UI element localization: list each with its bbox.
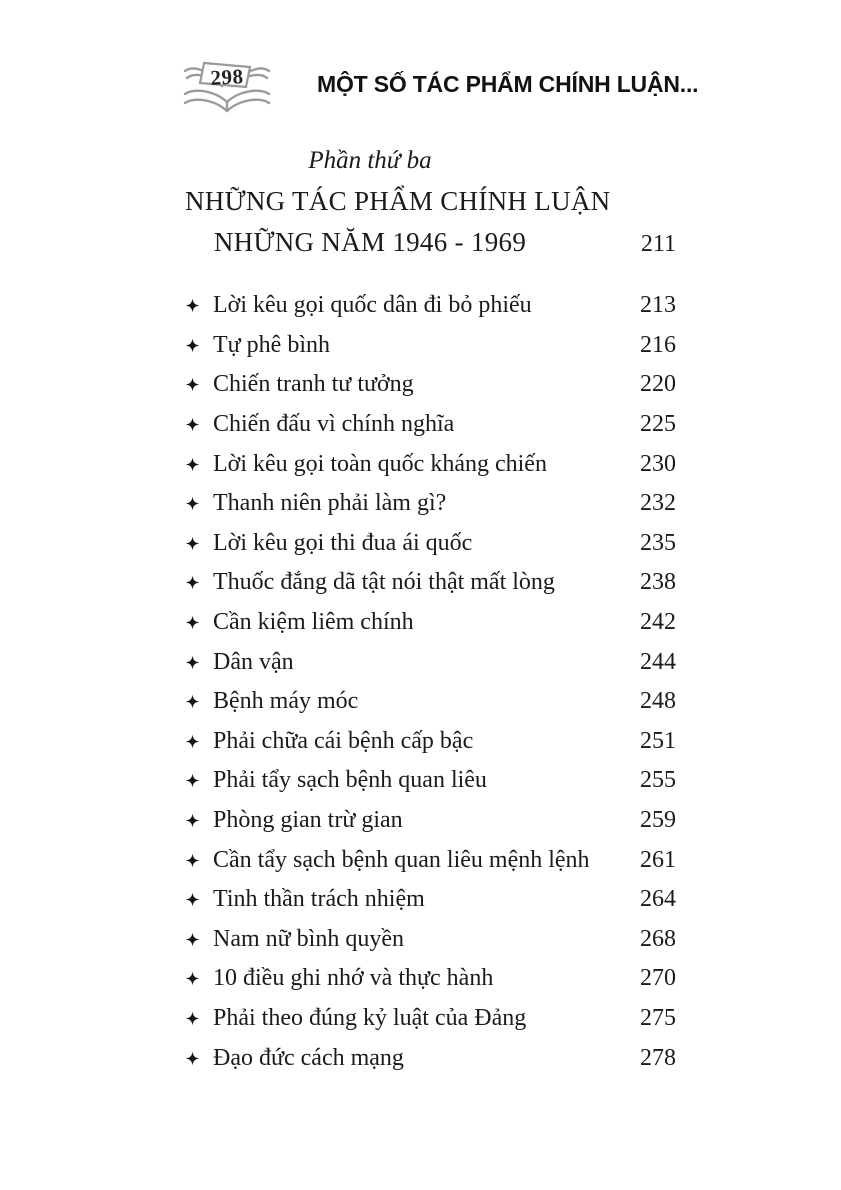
- toc-row: [185, 405, 676, 445]
- star-bullet-icon: [185, 932, 200, 947]
- star-bullet-icon: [185, 655, 200, 670]
- toc-entry-page: 238: [640, 569, 676, 596]
- toc-entry-title: Phải theo đúng kỷ luật của Đảng: [213, 1004, 527, 1031]
- star-bullet-icon: [185, 971, 200, 986]
- toc-entry-title: Nam nữ bình quyền: [213, 925, 404, 952]
- running-title: MỘT SỐ TÁC PHẨM CHÍNH LUẬN...: [317, 71, 699, 97]
- toc-row: [185, 286, 676, 326]
- toc-entry-title: Tự phê bình: [213, 331, 330, 358]
- star-bullet-icon: [185, 853, 200, 868]
- toc-row: [185, 999, 676, 1039]
- toc-entry-title: Phòng gian trừ gian: [213, 807, 403, 834]
- toc-entry-title: 10 điều ghi nhớ và thực hành: [213, 965, 494, 992]
- toc-row: [185, 484, 676, 524]
- star-bullet-icon: [185, 1011, 200, 1026]
- toc-entry-title: Bệnh máy móc: [213, 688, 359, 715]
- toc-entry-title: Phải tẩy sạch bệnh quan liêu: [213, 767, 487, 794]
- toc-row: [185, 642, 676, 682]
- toc-entry-page: 232: [640, 490, 676, 517]
- toc-entry-page: 275: [640, 1004, 676, 1031]
- star-bullet-icon: [185, 615, 200, 630]
- toc-entry-page: 264: [640, 886, 676, 913]
- toc-row: [185, 880, 676, 920]
- section-title-line2: NHỮNG NĂM 1946 - 1969: [213, 227, 527, 257]
- toc-entry-page: 261: [640, 846, 676, 873]
- toc-entry-title: Thanh niên phải làm gì?: [213, 490, 447, 517]
- star-bullet-icon: [185, 377, 200, 392]
- star-bullet-icon: [185, 338, 200, 353]
- toc-entry-title: Chiến tranh tư tưởng: [213, 371, 414, 398]
- open-book-logo: [181, 58, 273, 120]
- toc-entry-page: 242: [640, 609, 676, 636]
- star-bullet-icon: [185, 694, 200, 709]
- toc-row: [185, 524, 676, 564]
- header-page-number: 298: [209, 64, 245, 90]
- toc-entry-page: 230: [640, 450, 676, 477]
- toc-entry-title: Tinh thần trách nhiệm: [213, 886, 425, 913]
- page-header: [181, 58, 698, 120]
- toc-entry-page: 216: [640, 331, 676, 358]
- star-bullet-icon: [185, 813, 200, 828]
- toc-entry-page: 248: [640, 688, 676, 715]
- section-page-number: 211: [640, 231, 676, 257]
- star-bullet-icon: [185, 536, 200, 551]
- section-title-line1: NHỮNG TÁC PHẨM CHÍNH LUẬN: [185, 186, 611, 216]
- toc-row: [185, 603, 676, 643]
- toc-entry-title: Lời kêu gọi quốc dân đi bỏ phiếu: [213, 292, 532, 319]
- toc-entry-title: Cần kiệm liêm chính: [213, 609, 414, 636]
- star-bullet-icon: [185, 892, 200, 907]
- star-bullet-icon: [185, 496, 200, 511]
- toc-row: [185, 761, 676, 801]
- toc-entry-page: 235: [640, 529, 676, 556]
- toc-row: [185, 959, 676, 999]
- toc-row: [185, 365, 676, 405]
- toc-entry-page: 244: [640, 648, 676, 675]
- star-bullet-icon: [185, 575, 200, 590]
- toc-entry-page: 270: [640, 965, 676, 992]
- star-bullet-icon: [185, 1051, 200, 1066]
- toc-entry-title: Thuốc đắng dã tật nói thật mất lòng: [213, 569, 555, 596]
- toc-entry-title: Đạo đức cách mạng: [213, 1044, 404, 1071]
- toc-row: [185, 801, 676, 841]
- toc-entry-title: Cần tẩy sạch bệnh quan liêu mệnh lệnh: [213, 846, 590, 873]
- toc-entry-title: Lời kêu gọi thi đua ái quốc: [213, 529, 473, 556]
- toc-list: [185, 286, 676, 1078]
- toc-row: [185, 682, 676, 722]
- star-bullet-icon: [185, 298, 200, 313]
- toc-entry-page: 220: [640, 371, 676, 398]
- section-title-row: [185, 222, 676, 263]
- toc-entry-page: 268: [640, 925, 676, 952]
- toc-entry-title: Phải chữa cái bệnh cấp bậc: [213, 727, 474, 754]
- toc-row: [185, 722, 676, 762]
- toc-row: [185, 326, 676, 366]
- toc-entry-page: 278: [640, 1044, 676, 1071]
- toc-entry-title: Chiến đấu vì chính nghĩa: [213, 411, 455, 438]
- toc-row: [185, 920, 676, 960]
- toc-row: [185, 1038, 676, 1078]
- toc-entry-page: 225: [640, 411, 676, 438]
- toc-row: [185, 840, 676, 880]
- toc-entry-page: 213: [640, 292, 676, 319]
- toc-entry-title: Dân vận: [213, 648, 294, 675]
- toc-entry-page: 251: [640, 727, 676, 754]
- star-bullet-icon: [185, 417, 200, 432]
- star-bullet-icon: [185, 457, 200, 472]
- part-label: Phần thứ ba: [308, 147, 432, 174]
- section-heading: [185, 141, 676, 263]
- star-bullet-icon: [185, 734, 200, 749]
- toc-entry-page: 259: [640, 807, 676, 834]
- toc-entry-title: Lời kêu gọi toàn quốc kháng chiến: [213, 450, 547, 477]
- star-bullet-icon: [185, 773, 200, 788]
- toc-row: [185, 563, 676, 603]
- toc-entry-page: 255: [640, 767, 676, 794]
- toc-row: [185, 444, 676, 484]
